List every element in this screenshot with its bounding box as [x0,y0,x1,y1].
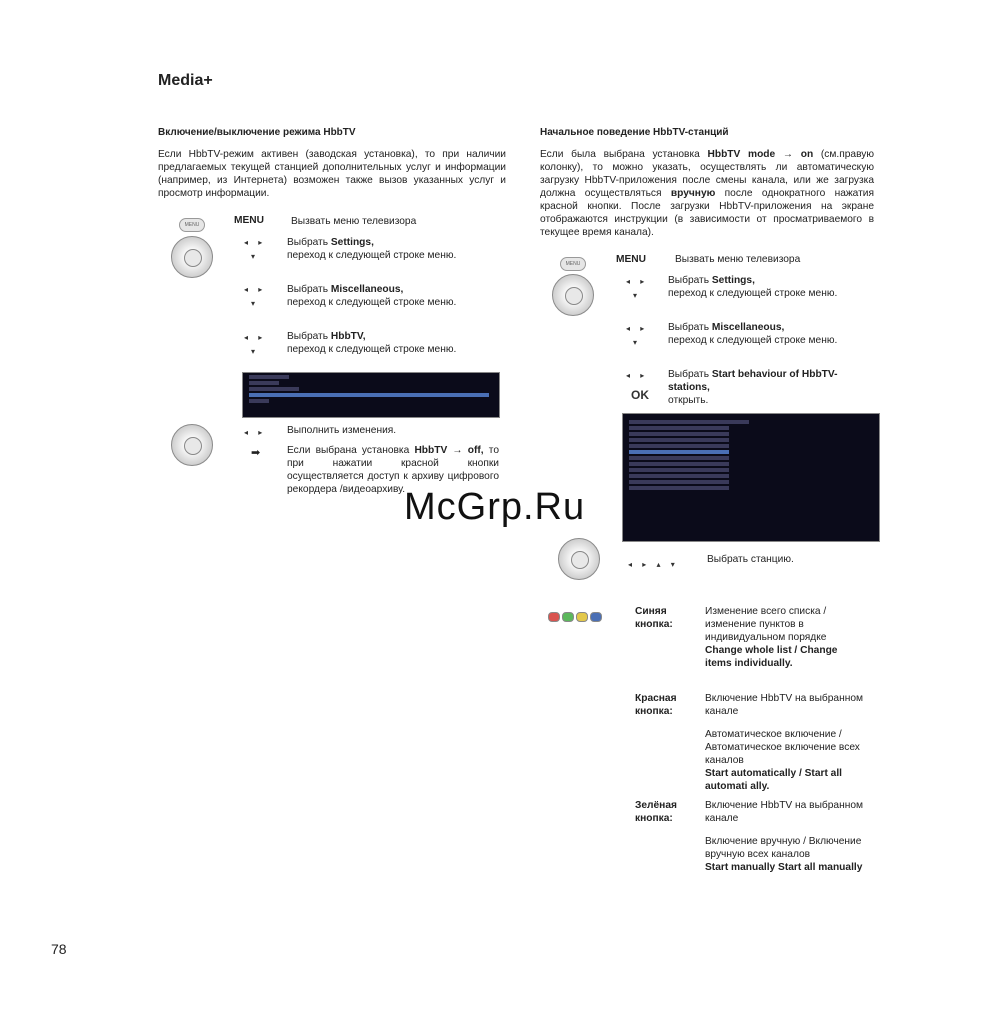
menu-row [629,438,729,442]
remote-wheel-icon [171,424,213,466]
down-arrow-icon: ▾ [633,338,642,347]
red-label: Красная кнопка: [635,693,677,717]
red-desc [705,692,865,793]
menu-row [249,399,269,403]
step-rest: переход к следующей строке меню. [287,344,457,355]
desc-text: Автоматическое включение / Автоматическое включение всех каналов [705,729,860,766]
intro-part: (см.правую колонку), то можно указать, осуществлять ли автоматическую загрузку HbbTV-приложения после смены канала, или же загрузка должна осуществляться [540,149,875,199]
intro-part: Если была выбрана установка [540,149,708,160]
right-intro [540,148,874,239]
menu-row [629,456,729,460]
green-label: Зелёная кнопка: [635,800,677,824]
intro-part: после однократного нажатия красной кнопки. После загрузки HbbTV-приложения на экране отображаются инструкции (в зависимости от просматриваемого в текущее время канала). [540,188,874,238]
right-step-1 [668,274,856,300]
desc-bold: Start automatically / Start all automati ally. [705,768,843,792]
step-bold: Miscellaneous, [330,284,404,295]
left-right-arrows-icon: ◂ ▸ [626,324,649,333]
note-prefix: Если выбрана установка [287,445,415,456]
green-button-icon [562,612,574,622]
right-menu-label: MENU [616,254,646,265]
tv-stations-screenshot [622,413,880,542]
left-menu-label: MENU [234,215,264,226]
intro-bold: HbbTV mode → on [707,149,814,160]
step-prefix: Выбрать [668,275,712,286]
menu-row [629,468,729,472]
step-bold: Settings, [711,275,755,286]
step-bold: Miscellaneous, [711,322,785,333]
right-heading: Начальное поведение HbbTV-станций [540,127,729,138]
down-arrow-icon: ▾ [251,299,260,308]
left-step-3 [287,330,474,356]
step-bold: Settings, [330,237,374,248]
right-step-2 [668,321,856,347]
step-rest: переход к следующей строке меню. [287,250,457,261]
menu-row-highlighted [249,393,489,397]
remote-wheel-icon [171,236,213,278]
note-bold: HbbTV → off, [414,445,484,456]
desc-bold: Change whole list / Change items individually. [705,645,838,669]
step-rest: переход к следующей строке меню. [668,288,838,299]
down-arrow-icon: ▾ [251,347,260,356]
step-rest: переход к следующей строке меню. [668,335,838,346]
note-rest: то при нажатии красной кнопки осуществляется доступ к архиву цифрового рекордера /видеоархиву. [287,445,499,495]
step-bold: HbbTV, [330,331,366,342]
left-right-arrows-icon: ◂ ▸ [626,277,649,286]
blue-label: Синяя кнопка: [635,606,673,630]
blue-desc [705,605,865,670]
red-button-icon [548,612,560,622]
step-prefix: Выбрать [287,237,331,248]
menu-row [249,381,279,385]
left-right-arrows-icon: ◂ ▸ [244,285,267,294]
desc-text: Включение HbbTV на выбранном канале [705,800,863,824]
menu-row [629,486,729,490]
left-step-2 [287,283,474,309]
right-menu-text: Вызвать меню телевизора [675,254,801,265]
page-title: Media+ [158,72,213,89]
menu-row [629,432,729,436]
intro-bold: вручную [670,188,716,199]
select-station-text: Выбрать станцию. [707,554,794,565]
step-rest: открыть. [668,395,709,406]
left-intro: Если HbbTV-режим активен (заводская установка), то при наличии предлагаемых текущей станцией дополнительных услуг и информации (например, из Интернета) возможен также вызов указанных услуг и просмотр информации. [158,149,506,199]
step-bold: Start behaviour of HbbTV-stations, [668,369,838,393]
left-right-arrows-icon: ◂ ▸ [244,428,267,437]
menu-row [629,480,729,484]
watermark: McGrp.Ru [404,486,586,528]
menu-row-highlighted [629,450,729,454]
blue-button-icon [590,612,602,622]
left-right-arrows-icon: ◂ ▸ [244,333,267,342]
right-step-3 [668,368,856,407]
four-arrows-icon: ◂ ▸ ▴ ▾ [628,560,679,569]
step-prefix: Выбрать [668,369,712,380]
desc-text: Включение вручную / Включение вручную всех каналов [705,836,862,860]
desc-text: Включение HbbTV на выбранном канале [705,693,863,717]
left-apply-text: Выполнить изменения. [287,425,397,436]
menu-row [249,387,299,391]
menu-button-icon: MENU [560,257,586,271]
menu-row [629,462,729,466]
desc-text: Изменение всего списка / изменение пунктов в индивидуальном порядке [705,606,827,643]
remote-wheel-icon [552,274,594,316]
left-right-arrows-icon: ◂ ▸ [244,238,267,247]
step-prefix: Выбрать [287,284,331,295]
page-number: 78 [51,941,67,957]
menu-row [629,426,729,430]
arrow-right-icon: ➡ [251,447,261,459]
menu-row [629,444,729,448]
color-buttons-icon [548,609,604,627]
remote-wheel-icon [558,538,600,580]
step-prefix: Выбрать [287,331,331,342]
step-prefix: Выбрать [668,322,712,333]
left-heading: Включение/выключение режима HbbTV [158,127,356,138]
menu-row [629,420,749,424]
tv-menu-screenshot [242,372,500,418]
down-arrow-icon: ▾ [251,252,260,261]
left-menu-text: Вызвать меню телевизора [291,216,417,227]
yellow-button-icon [576,612,588,622]
down-arrow-icon: ▾ [633,291,642,300]
menu-row [629,474,729,478]
menu-row [249,375,289,379]
green-desc [705,799,865,874]
ok-button-icon: OK [631,388,649,402]
step-rest: переход к следующей строке меню. [287,297,457,308]
desc-bold: Start manually Start all manually [705,862,863,873]
menu-button-icon: MENU [179,218,205,232]
left-right-arrows-icon: ◂ ▸ [626,371,649,380]
left-step-1 [287,236,474,262]
